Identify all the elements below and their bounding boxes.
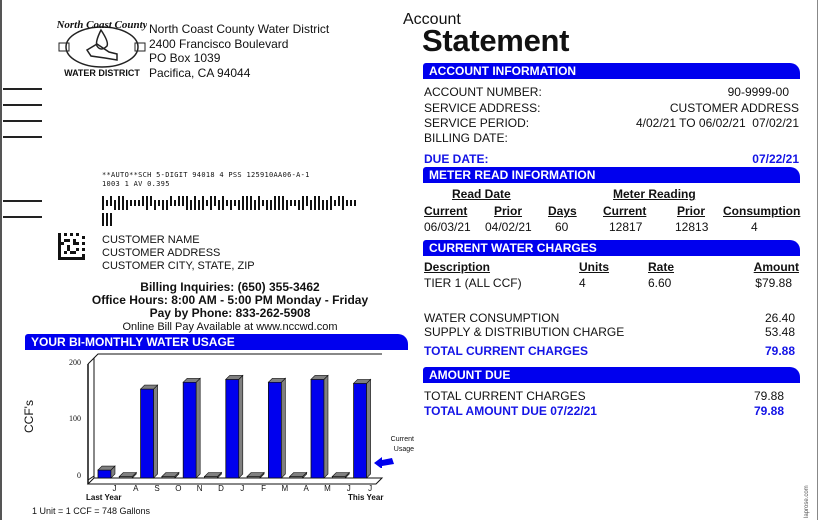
svg-text:North Coast County: North Coast County <box>57 19 147 31</box>
current-read-date: 06/03/21 <box>424 220 471 234</box>
pay-by-phone: Pay by Phone: 833-262-5908 <box>149 306 311 320</box>
total-current-charges-label: TOTAL CURRENT CHARGES <box>424 344 589 358</box>
prior-reading-value: 12813 <box>675 220 709 234</box>
amount-due-header: AMOUNT DUE <box>423 367 800 383</box>
customer-address-block <box>102 234 255 273</box>
current-usage-label: Current Usage <box>390 436 414 453</box>
total-amount-due-value: 79.88 <box>753 404 784 418</box>
customer-name: CUSTOMER NAME <box>102 234 200 246</box>
total-current-charges-value: 79.88 <box>764 344 795 358</box>
district-street: 2400 Francisco Boulevard <box>149 36 289 51</box>
col-days: Days <box>548 204 577 218</box>
billing-date-label: BILLING DATE: <box>424 131 508 145</box>
office-hours: Office Hours: 8:00 AM - 5:00 PM Monday - Friday <box>91 293 369 307</box>
x-tick-label: A <box>303 484 309 493</box>
x-tick-label: J <box>346 484 351 493</box>
col-current-reading: Current <box>603 204 647 218</box>
side-printer-text: laprose.com <box>804 485 810 518</box>
district-logo <box>57 16 147 78</box>
usage-bar <box>98 470 111 478</box>
charge-description: TIER 1 (ALL CCF) <box>424 276 522 290</box>
usage-chart <box>86 352 386 492</box>
col-units: Units <box>579 260 609 274</box>
prior-read-date: 04/02/21 <box>485 220 532 234</box>
district-city: Pacifica, CA 94044 <box>149 65 251 80</box>
due-date-label: DUE DATE: <box>424 152 489 166</box>
usage-bar <box>268 382 281 478</box>
charge-rate: 6.60 <box>648 276 672 290</box>
col-consumption: Consumption <box>723 204 801 218</box>
account-number-label: ACCOUNT NUMBER: <box>424 85 542 99</box>
col-prior-read-date: Prior <box>494 204 523 218</box>
last-year-label: Last Year <box>86 493 122 502</box>
due-date-value: 07/22/21 <box>752 152 799 166</box>
charge-units: 4 <box>579 276 586 290</box>
usage-bar <box>226 379 239 478</box>
consumption-value: 4 <box>751 220 758 234</box>
col-current-read-date: Current <box>424 204 468 218</box>
usage-section-header: YOUR BI-MONTHLY WATER USAGE <box>25 334 408 350</box>
title-statement: Statement <box>422 23 570 58</box>
y-tick-0: 0 <box>77 471 81 480</box>
this-year-label: This Year <box>348 493 384 502</box>
meter-reading-group-header: Meter Reading <box>613 187 696 201</box>
postal-code-line-2: 1003 1 AV 0.395 <box>102 180 170 188</box>
customer-address: CUSTOMER ADDRESS <box>102 247 221 259</box>
fold-mark <box>3 120 42 122</box>
x-tick-label: O <box>175 484 182 493</box>
billing-inquiries: Billing Inquiries: (650) 355-3462 <box>140 280 320 294</box>
online-bill-pay: Online Bill Pay Available at www.nccwd.com <box>122 321 338 333</box>
x-tick-label: J <box>368 484 373 493</box>
col-amount: Amount <box>753 260 799 274</box>
x-axis-labels <box>96 484 373 496</box>
fold-mark <box>3 200 42 202</box>
col-prior-reading: Prior <box>677 204 706 218</box>
service-period-label: SERVICE PERIOD: <box>424 116 530 130</box>
fold-mark <box>3 88 42 90</box>
current-reading-value: 12817 <box>609 220 643 234</box>
days-value: 60 <box>555 220 569 234</box>
district-name: North Coast County Water District <box>149 22 330 36</box>
supply-charge-value: 53.48 <box>764 325 795 339</box>
amount-due-total-current-value: 79.88 <box>753 389 784 403</box>
usage-bar <box>183 382 196 478</box>
fold-mark <box>3 216 42 218</box>
total-amount-due-label: TOTAL AMOUNT DUE 07/22/21 <box>424 404 597 418</box>
account-info-header: ACCOUNT INFORMATION <box>423 63 800 79</box>
usage-bar <box>354 383 367 478</box>
y-tick-100: 100 <box>69 414 81 423</box>
customer-city: CUSTOMER CITY, STATE, ZIP <box>102 260 255 272</box>
svg-text:WATER DISTRICT: WATER DISTRICT <box>64 68 140 78</box>
account-number-value: 90-9999-00 <box>727 85 789 99</box>
usage-bar <box>141 389 154 478</box>
x-tick-label: J <box>112 484 117 493</box>
postal-code-line-1: **AUTO**SCH 5-DIGIT 94018 4 PSS 125910AA06-A-1 <box>102 171 310 179</box>
current-usage-arrow-icon <box>374 454 396 473</box>
service-address-value: CUSTOMER ADDRESS <box>669 101 799 115</box>
x-tick-label: F <box>261 484 267 493</box>
x-tick-label: M <box>324 484 331 493</box>
water-consumption-label: WATER CONSUMPTION <box>424 311 560 325</box>
amount-due-total-current-label: TOTAL CURRENT CHARGES <box>424 389 586 403</box>
meter-read-header: METER READ INFORMATION <box>423 167 800 183</box>
col-rate: Rate <box>648 260 675 274</box>
x-tick-label: N <box>196 484 203 493</box>
district-address <box>149 22 329 80</box>
fold-mark <box>3 104 42 106</box>
unit-footnote: 1 Unit = 1 CCF = 748 Gallons <box>32 506 151 516</box>
y-tick-200: 200 <box>69 358 81 367</box>
x-tick-label: D <box>218 484 224 493</box>
fold-mark <box>3 136 42 138</box>
contact-info <box>40 281 420 320</box>
usage-bar <box>311 379 324 478</box>
x-tick-label: S <box>154 484 160 493</box>
page-left-edge <box>0 0 2 520</box>
service-period-value: 4/02/21 TO 06/02/21 07/02/21 <box>635 116 799 130</box>
district-po-box: PO Box 1039 <box>149 51 221 65</box>
x-tick-label: A <box>133 484 139 493</box>
charge-amount: $79.88 <box>755 276 792 290</box>
water-consumption-value: 26.40 <box>764 311 795 325</box>
water-charges-header: CURRENT WATER CHARGES <box>423 240 800 256</box>
col-description: Description <box>424 260 491 274</box>
datamatrix-code <box>58 233 85 260</box>
x-tick-label: M <box>281 484 289 493</box>
service-address-label: SERVICE ADDRESS: <box>424 101 541 115</box>
supply-charge-label: SUPPLY & DISTRIBUTION CHARGE <box>424 325 625 339</box>
read-date-group-header: Read Date <box>452 187 511 201</box>
x-tick-label: J <box>240 484 245 493</box>
title-account: Account <box>403 11 461 28</box>
postal-barcode <box>102 193 362 232</box>
chart-y-axis-label: CCF's <box>22 400 36 433</box>
